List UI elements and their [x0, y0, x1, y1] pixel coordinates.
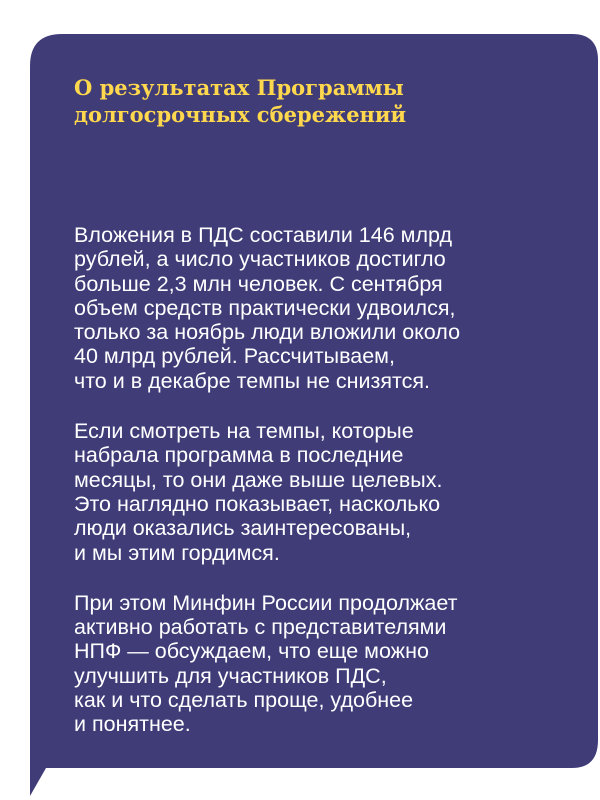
paragraph-pace: Если смотреть на темпы, которые набрала программа в последние месяцы, то они даже выше целевых. Это наглядно показывает, насколько люди оказались заинтересованы, и мы этим гордимся.: [74, 419, 443, 565]
paragraph-minfin: При этом Минфин России продолжает активно работать с представителями НПФ — обсуждаем, что еще можно улучшить для участников ПДС, как и что сделать проще, удобнее и понятнее.: [74, 590, 458, 737]
card-title: О результатах Программы долгосрочных сбережений: [74, 75, 407, 127]
card-content: [74, 74, 544, 737]
paragraph-investments: Вложения в ПДС составили 146 млрд рублей, а число участников достигло больше 2,3 млн человек. С сентября объем средств практически удвоился, только за ноябрь люди вложили около 40 млрд рублей. Рассчитываем, что и в декабре темпы не снизятся.: [74, 223, 461, 393]
